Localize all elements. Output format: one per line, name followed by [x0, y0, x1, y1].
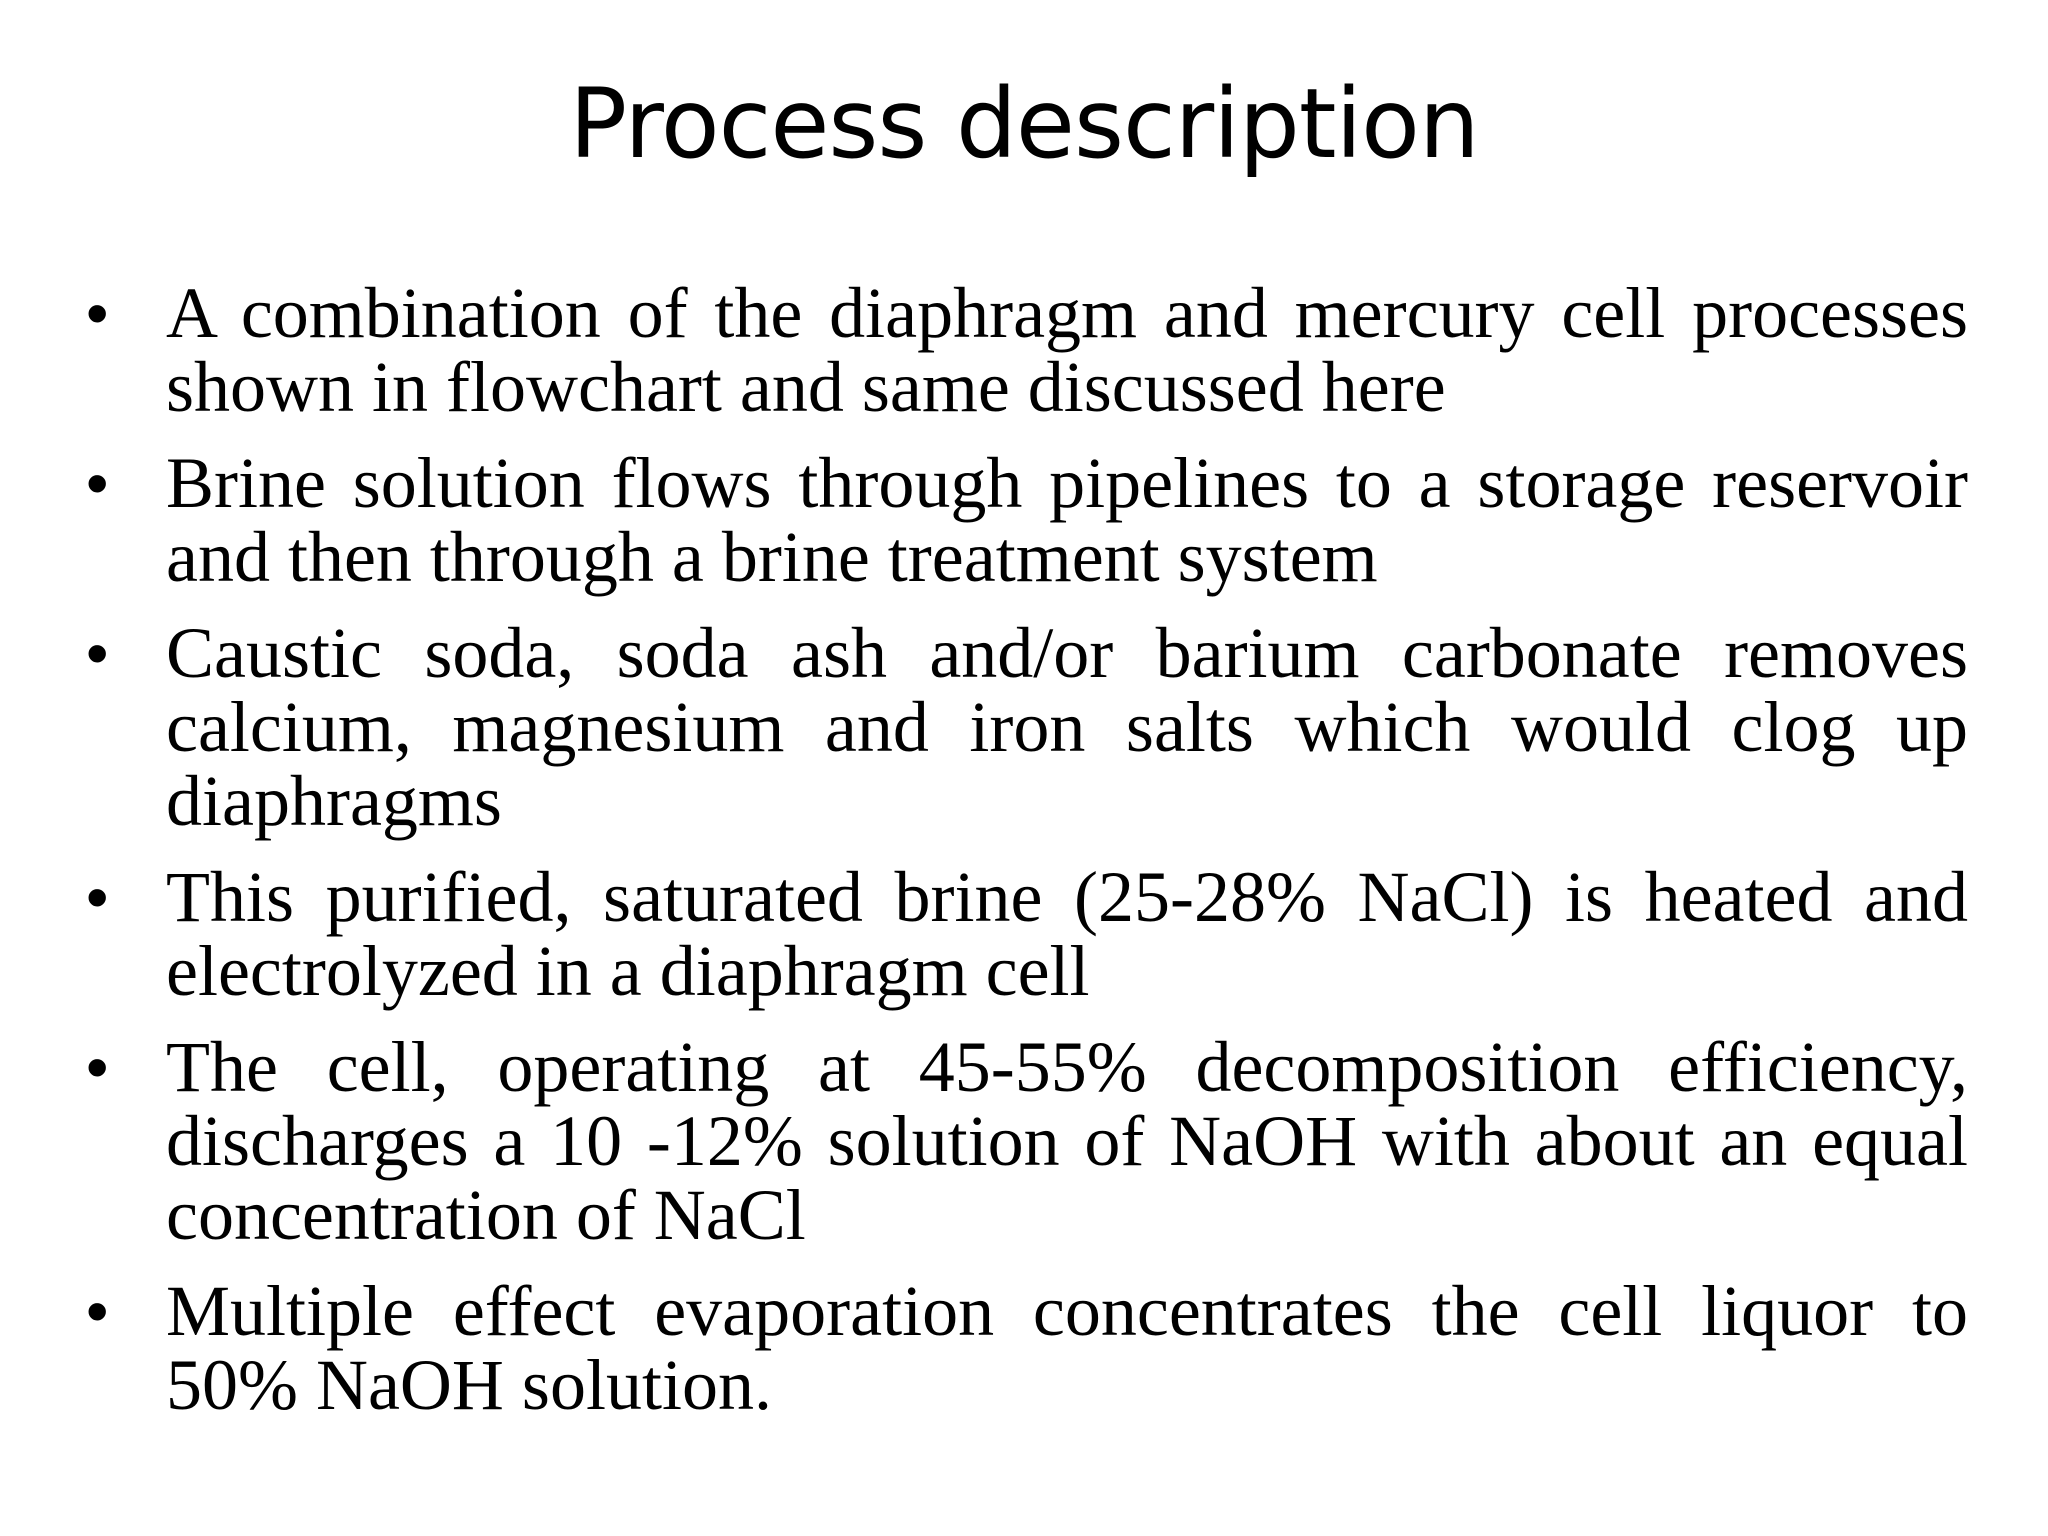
bullet-item	[82, 1271, 1968, 1425]
slide-title: Process description	[569, 68, 1479, 180]
bullet-text: A combination of the diaphragm and mercury cell processes shown in flowchart and same discussed here	[166, 273, 1968, 427]
bullet-icon: •	[86, 447, 109, 519]
bullet-item	[82, 613, 1968, 841]
bullet-text: Multiple effect evaporation concentrates the cell liquor to 50% NaOH solution.	[166, 1271, 1968, 1425]
bullet-text: This purified, saturated brine (25-28% NaCl) is heated and electrolyzed in a diaphragm cell	[166, 857, 1968, 1011]
bullet-text: The cell, operating at 45-55% decomposition efficiency, discharges a 10 -12% solution of NaOH with about an equal concentration of NaCl	[166, 1027, 1968, 1255]
bullet-item	[82, 857, 1968, 1011]
bullet-item	[82, 1027, 1968, 1255]
bullet-item	[82, 273, 1968, 427]
bullet-icon: •	[86, 277, 109, 349]
bullet-icon: •	[86, 1275, 109, 1347]
bullet-icon: •	[86, 1031, 109, 1103]
bullet-icon: •	[86, 617, 109, 689]
bullet-item	[82, 443, 1968, 597]
bullet-list	[82, 273, 1968, 1444]
bullet-text: Brine solution flows through pipelines to a storage reservoir and then through a brine treatment system	[166, 443, 1968, 597]
bullet-icon: •	[86, 861, 109, 933]
bullet-text: Caustic soda, soda ash and/or barium carbonate removes calcium, magnesium and iron salts which would clog up diaphragms	[166, 613, 1968, 841]
